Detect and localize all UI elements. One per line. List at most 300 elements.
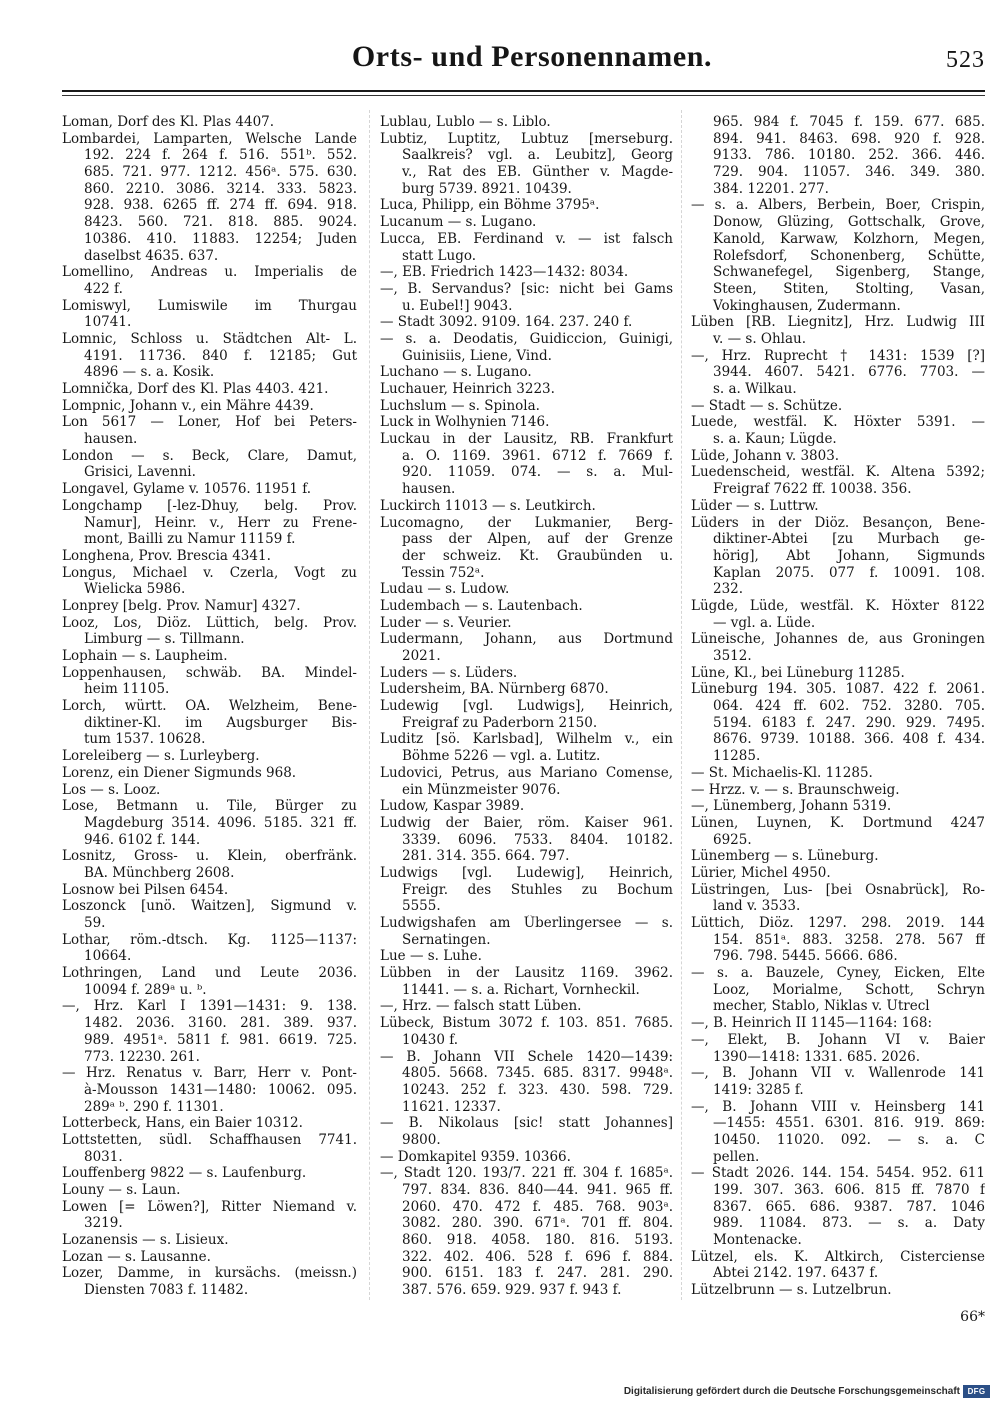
index-entry-line: Lublau, Lublo — s. Liblo. bbox=[380, 114, 551, 130]
index-entry bbox=[380, 948, 673, 965]
index-entry-line: Steen, Stiten, Stolting, Vasan, bbox=[713, 280, 985, 297]
index-entry bbox=[691, 314, 985, 347]
index-entry-line: Luckirch 11013 — s. Leutkirch. bbox=[380, 497, 596, 514]
index-entry bbox=[62, 665, 357, 698]
index-entry-line: London — s. Beck, Clare, Damut, bbox=[62, 447, 357, 464]
index-entry-line: 928. 938. 6265 ff. 274 ff. 694. 918. bbox=[84, 197, 357, 214]
index-entry-line: Looz, Morialme, Schott, Schryn bbox=[713, 981, 985, 998]
index-entry-line: Lottstetten, südl. Schaffhausen 7741. bbox=[62, 1131, 357, 1148]
index-entry-line: 1419: 3285 f. bbox=[713, 1081, 804, 1098]
index-entry bbox=[62, 398, 357, 415]
index-entry-line: 10430 f. bbox=[402, 1031, 459, 1048]
index-entry-line: Namur], Heinr. v., Herr zu Frene- bbox=[84, 514, 357, 531]
index-entry bbox=[62, 1115, 357, 1132]
index-entry bbox=[62, 932, 357, 965]
index-entry-line: —, B. Heinrich II 1145—1164: 168: bbox=[691, 1015, 933, 1032]
index-entry-line: Losnitz, Gross- u. Klein, oberfränk. bbox=[62, 848, 357, 865]
index-entry-line: Luedenscheid, westfäl. K. Altena 5392; bbox=[691, 464, 985, 481]
index-entry bbox=[62, 381, 357, 398]
index-entry bbox=[62, 448, 357, 481]
index-entry-line: BA. Münchberg 2608. bbox=[84, 864, 235, 881]
index-entry-line: 965. 984 f. 7045 f. 159. 677. 685. bbox=[713, 114, 985, 130]
index-entry bbox=[62, 748, 357, 765]
index-entry-line: 199. 307. 363. 606. 815 ff. 7870 f bbox=[713, 1182, 985, 1198]
index-entry bbox=[691, 798, 985, 815]
index-entry bbox=[691, 1065, 985, 1098]
index-entry bbox=[380, 1049, 673, 1116]
index-entry-line: Luders — s. Lüders. bbox=[380, 664, 518, 681]
index-entry-line: Luede, westfäl. K. Höxter 5391. — bbox=[691, 414, 985, 431]
index-entry-line: — Hrz. Renatus v. Barr, Herr v. Pont- bbox=[62, 1065, 357, 1082]
index-entry-line: hausen. bbox=[402, 481, 456, 498]
index-entry-line: —, Lünemberg, Johann 5319. bbox=[691, 798, 892, 815]
index-entry-line: Böhme 5226 — vgl. a. Lutitz. bbox=[402, 748, 601, 765]
dfg-logo: DFG bbox=[963, 1385, 990, 1398]
index-entry-line: 860. 918. 4058. 180. 816. 5193. bbox=[402, 1232, 673, 1249]
index-entry-line: Donow, Glüzing, Gottschalk, Grove, bbox=[713, 214, 985, 231]
index-entry-line: Lüneische, Johannes de, aus Groningen bbox=[691, 631, 985, 648]
index-entry-line: Luca, Philipp, ein Böhme 3795ᵃ. bbox=[380, 197, 600, 214]
index-entry bbox=[691, 681, 985, 764]
index-entry-line: s. a. Wilkau. bbox=[713, 381, 797, 397]
index-entry-line: 10450. 11020. 092. — s. a. C bbox=[713, 1131, 985, 1148]
index-entry-line: Lon 5617 — Loner, Hof bei Peters- bbox=[62, 414, 357, 431]
index-entry-line: 8676. 9739. 10188. 366. 408 f. 434. bbox=[713, 731, 985, 748]
index-entry-line: Lürier, Michel 4950. bbox=[691, 864, 831, 881]
index-entry-line: land v. 3533. bbox=[713, 898, 801, 915]
index-entry-line: —1455: 4551. 6301. 816. 919. 869: bbox=[713, 1115, 985, 1132]
index-column-left bbox=[62, 114, 357, 1299]
index-entry bbox=[62, 1232, 357, 1249]
index-entry bbox=[380, 698, 673, 731]
index-entry-line: 387. 576. 659. 929. 937 f. 943 f. bbox=[402, 1282, 622, 1299]
index-entry-line: Louffenberg 9822 — s. Laufenburg. bbox=[62, 1165, 307, 1182]
index-entry-line: s. a. Kaun; Lügde. bbox=[713, 431, 837, 448]
index-entry bbox=[380, 598, 673, 615]
index-entry-line: 4191. 11736. 840 f. 12185; Gut bbox=[84, 347, 357, 364]
index-entry bbox=[380, 381, 673, 398]
index-entry bbox=[691, 1165, 985, 1248]
index-entry-line: Lompnic, Johann v., ein Mähre 4439. bbox=[62, 397, 314, 414]
index-entry bbox=[380, 681, 673, 698]
index-entry-line: — vgl. a. Lüde. bbox=[713, 614, 816, 631]
index-entry-line: 8367. 665. 686. 9387. 787. 1046 bbox=[713, 1198, 985, 1215]
index-entry-line: Lomiswyl, Lumiswile im Thurgau bbox=[62, 297, 357, 314]
index-entry bbox=[380, 1015, 673, 1048]
index-entry bbox=[62, 1182, 357, 1199]
index-entry-line: Lüben [RB. Liegnitz], Hrz. Ludwig III bbox=[691, 314, 985, 331]
index-entry-line: Ludermann, Johann, aus Dortmund bbox=[380, 631, 673, 648]
index-entry bbox=[62, 898, 357, 931]
index-entry-line: —, Hrz. Karl I 1391—1431: 9. 138. bbox=[62, 998, 357, 1015]
index-entry-line: Freigr. des Stuhles zu Bochum bbox=[402, 881, 673, 898]
index-entry-line: Lucomagno, der Lukmanier, Berg- bbox=[380, 514, 673, 531]
index-entry-line: 3944. 4607. 5421. 6776. 7703. — bbox=[713, 364, 985, 381]
index-entry-line: Rolefsdorf, Schonenberg, Schütte, bbox=[713, 247, 985, 264]
index-entry-line: 10094 f. 289ᵃ u. ᵇ. bbox=[84, 981, 207, 998]
index-entry-line: Ludow, Kaspar 3989. bbox=[380, 798, 525, 815]
index-entry-line: 1482. 2036. 3160. 281. 389. 937. bbox=[84, 1015, 357, 1032]
index-entry-line: tum 1537. 10628. bbox=[84, 731, 206, 748]
index-entry bbox=[691, 815, 985, 848]
column-separator bbox=[681, 110, 682, 1300]
index-entry-line: Ludersheim, BA. Nürnberg 6870. bbox=[380, 681, 609, 698]
index-entry bbox=[691, 848, 985, 865]
index-entry-line: Lothringen, Land und Leute 2036. bbox=[62, 965, 357, 982]
index-entry-line: 946. 6102 f. 144. bbox=[84, 831, 201, 848]
index-entry-line: 9800. bbox=[402, 1131, 441, 1148]
index-entry bbox=[62, 698, 357, 748]
index-entry bbox=[62, 648, 357, 665]
index-entry-line: Lüder — s. Luttrw. bbox=[691, 497, 819, 514]
index-column-middle bbox=[380, 114, 673, 1299]
index-entry bbox=[380, 815, 673, 865]
index-entry bbox=[691, 1015, 985, 1032]
index-entry-line: 384. 12201. 277. bbox=[713, 180, 829, 197]
index-entry-line: u. Eubel!] 9043. bbox=[402, 297, 513, 314]
index-entry bbox=[62, 615, 357, 648]
index-entry-line: 322. 402. 406. 528 f. 696 f. 884. bbox=[402, 1248, 673, 1265]
index-entry-line: hausen. bbox=[84, 431, 138, 448]
index-entry bbox=[380, 581, 673, 598]
index-entry-line: — B. Nikolaus [sic! statt Johannes] bbox=[380, 1115, 673, 1132]
index-entry bbox=[691, 865, 985, 882]
index-entry-line: Los — s. Looz. bbox=[62, 781, 161, 798]
header-double-rule bbox=[62, 90, 985, 96]
index-entry bbox=[62, 1249, 357, 1266]
index-entry-line: 773. 12230. 261. bbox=[84, 1048, 200, 1065]
index-entry bbox=[380, 114, 673, 131]
index-entry-line: Losnow bei Pilsen 6454. bbox=[62, 881, 229, 898]
index-entry-line: Limburg — s. Tillmann. bbox=[84, 631, 245, 648]
index-entry bbox=[691, 515, 985, 598]
index-entry-line: 3339. 6096. 7533. 8404. 10182. bbox=[402, 831, 673, 848]
index-entry-line: 59. bbox=[84, 915, 106, 931]
index-entry-line: 920. 11059. 074. — s. a. Mul- bbox=[402, 464, 673, 481]
index-entry-line: 3219. bbox=[84, 1215, 123, 1232]
index-entry-line: ein Münzmeister 9076. bbox=[402, 781, 561, 798]
index-entry-line: Lowen [= Löwen?], Ritter Niemand v. bbox=[62, 1198, 357, 1215]
index-entry-line: 3512. bbox=[713, 648, 752, 664]
index-entry-line: 5555. bbox=[402, 898, 441, 915]
index-entry-line: Lozan — s. Lausanne. bbox=[62, 1248, 211, 1265]
index-entry-line: Vokinghausen, Zudermann. bbox=[713, 297, 901, 314]
index-entry bbox=[62, 782, 357, 799]
index-entry-line: —, Hrz. — falsch statt Lüben. bbox=[380, 998, 582, 1015]
index-entry-line: Montenacke. bbox=[713, 1232, 802, 1249]
index-entry bbox=[62, 131, 357, 265]
index-entry-line: 8423. 560. 721. 818. 885. 9024. bbox=[84, 214, 357, 231]
index-entry-line: 10386. 410. 11883. 12254; Juden bbox=[84, 230, 357, 247]
index-entry-line: Freigraf 7622 ff. 10038. 356. bbox=[713, 481, 912, 498]
index-entry-line: heim 11105. bbox=[84, 681, 170, 698]
index-entry bbox=[380, 515, 673, 582]
index-entry bbox=[691, 1032, 985, 1065]
index-entry-line: Looz, Los, Diöz. Lüttich, belg. Prov. bbox=[62, 614, 357, 631]
index-entry-line: — Stadt — s. Schütze. bbox=[691, 397, 843, 414]
index-entry bbox=[62, 598, 357, 615]
index-entry-line: Ludau — s. Ludow. bbox=[380, 581, 510, 598]
index-entry-line: Diensten 7083 f. 11482. bbox=[84, 1282, 249, 1299]
index-entry-line: Saalkreis? vgl. a. Leubitz], Georg bbox=[402, 147, 673, 164]
index-entry-line: Lubtiz, Luptitz, Lubtuz [merseburg. bbox=[380, 130, 673, 147]
index-entry bbox=[380, 798, 673, 815]
index-entry-line: Lomnička, Dorf des Kl. Plas 4403. 421. bbox=[62, 381, 329, 397]
index-entry-line: Longus, Michael v. Czerla, Vogt zu bbox=[62, 564, 357, 581]
index-entry-line: 5194. 6183 f. 247. 290. 929. 7495. bbox=[713, 714, 985, 731]
index-entry bbox=[380, 1165, 673, 1299]
page-number: 523 bbox=[946, 47, 985, 73]
index-entry bbox=[62, 481, 357, 498]
index-entry-line: Guinisiis, Liene, Vind. bbox=[402, 347, 552, 364]
index-entry-line: Loszonck [unö. Waitzen], Sigmund v. bbox=[62, 898, 357, 915]
index-entry-line: Longavel, Gylame v. 10576. 11951 f. bbox=[62, 481, 312, 498]
index-entry-line: 4896 — s. a. Kosik. bbox=[84, 364, 215, 381]
index-entry bbox=[62, 765, 357, 782]
index-entry-line: —, EB. Friedrich 1423—1432: 8034. bbox=[380, 264, 629, 281]
index-entry bbox=[691, 498, 985, 515]
index-entry-line: Luck in Wolhynien 7146. bbox=[380, 414, 550, 431]
index-entry-line: Loppenhausen, schwäb. BA. Mindel- bbox=[62, 664, 357, 681]
index-entry-line: 11285. bbox=[713, 748, 761, 765]
digitization-credit: Digitalisierung gefördert durch die Deutsche Forschungsgemeinschaft bbox=[623, 1386, 960, 1397]
sheet-signature: 66* bbox=[960, 1309, 985, 1325]
index-entry-line: Luchauer, Heinrich 3223. bbox=[380, 381, 555, 397]
index-entry-line: Lombardei, Lamparten, Welsche Lande bbox=[62, 130, 357, 147]
index-entry-line: Freigraf zu Paderborn 2150. bbox=[402, 714, 598, 731]
index-entry-line: 3082. 280. 390. 671ᵃ. 701 ff. 804. bbox=[402, 1215, 673, 1232]
index-entry-line: Luchano — s. Lugano. bbox=[380, 364, 532, 381]
index-entry-line: — Stadt 3092. 9109. 164. 237. 240 f. bbox=[380, 314, 633, 331]
index-entry bbox=[62, 1132, 357, 1165]
index-entry-line: Kaplan 2075. 077 f. 10091. 108. bbox=[713, 564, 985, 581]
index-entry-line: Ludewig [vgl. Ludwigs], Heinrich, bbox=[380, 698, 673, 715]
index-entry bbox=[691, 882, 985, 915]
index-entry-line: 10664. bbox=[84, 948, 132, 965]
index-entry-line: 281. 314. 355. 664. 797. bbox=[402, 848, 570, 865]
index-entry-line: Magdeburg 3514. 4096. 5185. 321 ff. bbox=[84, 814, 357, 831]
index-entry-line: 289ᵃ ᵇ. 290 f. 11301. bbox=[84, 1098, 224, 1115]
index-entry-line: —, B. Johann VII v. Wallenrode 141 bbox=[691, 1065, 985, 1082]
index-entry-line: diktiner-Kl. im Augsburger Bis- bbox=[84, 714, 357, 731]
index-entry-line: 11621. 12337. bbox=[402, 1098, 501, 1115]
index-entry-line: Ludwigshafen am Überlingersee — s. bbox=[380, 915, 673, 931]
index-entry-line: — Hrzz. v. — s. Braunschweig. bbox=[691, 781, 900, 798]
index-entry-line: Kanold, Karwaw, Kolzhorn, Megen, bbox=[713, 230, 985, 247]
index-entry-line: Lose, Betmann u. Tile, Bürger zu bbox=[62, 798, 357, 815]
index-entry bbox=[380, 197, 673, 214]
index-entry-line: 989. 11084. 873. — s. a. Daty bbox=[713, 1215, 985, 1232]
index-entry-line: 2060. 470. 472 f. 485. 768. 903ᵃ. bbox=[402, 1198, 673, 1215]
index-entry bbox=[691, 965, 985, 1015]
index-entry-line: Lucca, EB. Ferdinand v. — ist falsch bbox=[380, 230, 673, 247]
index-entry-line: pellen. bbox=[713, 1148, 760, 1165]
index-entry-line: Lucanum — s. Lugano. bbox=[380, 214, 537, 231]
index-entry bbox=[691, 782, 985, 799]
index-entry bbox=[62, 998, 357, 1065]
index-entry-line: Wielicka 5986. bbox=[84, 581, 186, 598]
index-entry-line: 685. 721. 977. 1212. 456ᵃ. 575. 630. bbox=[84, 164, 357, 181]
index-entry-line: 10243. 252 f. 323. 430. 598. 729. bbox=[402, 1081, 673, 1098]
index-entry-line: — Stadt 2026. 144. 154. 5454. 952. 611 bbox=[691, 1165, 985, 1182]
index-entry-line: 989. 4951ᵃ. 5811 f. 981. 6619. 725. bbox=[84, 1031, 357, 1048]
index-entry-line: Lomnic, Schloss u. Städtchen Alt- L. bbox=[62, 330, 357, 347]
index-entry-line: Lorenz, ein Diener Sigmunds 968. bbox=[62, 764, 297, 781]
index-entry bbox=[691, 631, 985, 664]
index-entry-line: Lue — s. Luhe. bbox=[380, 948, 482, 965]
index-entry bbox=[380, 865, 673, 915]
index-entry-line: 10741. bbox=[84, 314, 132, 331]
index-entry-line: Ludovici, Petrus, aus Mariano Comense, bbox=[380, 764, 673, 781]
index-entry-line: Lorch, württ. OA. Welzheim, Bene- bbox=[62, 698, 357, 715]
index-entry-line: Ludembach — s. Lautenbach. bbox=[380, 597, 583, 614]
index-entry-line: 2021. bbox=[402, 648, 441, 664]
index-entry-line: Lonprey [belg. Prov. Namur] 4327. bbox=[62, 597, 301, 614]
index-entry-line: Grisici, Lavenni. bbox=[84, 464, 196, 481]
index-entry bbox=[62, 965, 357, 998]
index-entry-line: Lübben in der Lausitz 1169. 3962. bbox=[380, 965, 673, 982]
index-entry bbox=[380, 1149, 673, 1166]
index-entry bbox=[62, 798, 357, 848]
index-entry-line: — s. a. Albers, Berbein, Boer, Crispin, bbox=[691, 197, 985, 214]
index-entry-line: mecher, Stablo, Niklas v. Utrecl bbox=[713, 998, 930, 1015]
index-entry-line: 11441. — s. a. Richart, Vornheckil. bbox=[402, 981, 640, 998]
index-entry bbox=[691, 915, 985, 965]
index-entry-line: Schwanefegel, Sigenberg, Stange, bbox=[713, 264, 985, 281]
index-entry-line: Luchslum — s. Spinola. bbox=[380, 397, 540, 414]
index-entry-line: 1390—1418: 1331. 685. 2026. bbox=[713, 1048, 920, 1065]
index-entry-line: —, B. Johann VIII v. Heinsberg 141 bbox=[691, 1098, 985, 1115]
index-entry bbox=[380, 998, 673, 1015]
index-entry bbox=[691, 1249, 985, 1282]
index-entry-line: Sernatingen. bbox=[402, 931, 491, 948]
index-entry-line: Lothar, röm.-dtsch. Kg. 1125—1137: bbox=[62, 931, 357, 948]
index-entry-line: 4805. 5668. 7345. 685. 8317. 9948ᵃ. bbox=[402, 1065, 673, 1082]
page-title: Orts- und Personennamen. bbox=[351, 40, 713, 73]
index-entry-line: à-Mousson 1431—1480: 10062. 095. bbox=[84, 1081, 357, 1098]
index-entry-line: — s. a. Bauzele, Cyney, Eicken, Elte bbox=[691, 965, 985, 982]
index-entry-line: Lomellino, Andreas u. Imperialis de bbox=[62, 264, 357, 281]
index-entry-line: 422 f. bbox=[84, 280, 123, 297]
index-column-right bbox=[691, 114, 985, 1299]
index-entry-line: Lotterbeck, Hans, ein Baier 10312. bbox=[62, 1115, 303, 1132]
index-entry-line: 064. 424 ff. 602. 752. 3280. 705. bbox=[713, 698, 985, 715]
index-entry-line: Lünen, Luynen, K. Dortmund 4247 bbox=[691, 814, 985, 831]
index-entry bbox=[380, 264, 673, 281]
index-entry-line: Ludwig der Baier, röm. Kaiser 961. bbox=[380, 814, 673, 831]
index-entry-line: — B. Johann VII Schele 1420—1439: bbox=[380, 1048, 673, 1065]
index-entry-line: —, B. Servandus? [sic: nicht bei Gams bbox=[380, 280, 673, 297]
index-entry bbox=[62, 298, 357, 331]
index-entry-line: Loreleiberg — s. Lurleyberg. bbox=[62, 748, 260, 765]
index-entry bbox=[62, 114, 357, 131]
index-entry bbox=[380, 364, 673, 381]
index-entry bbox=[380, 314, 673, 331]
index-entry-line: 9133. 786. 10180. 252. 366. 446. bbox=[713, 147, 985, 164]
index-entry bbox=[62, 1165, 357, 1182]
index-entry-line: —, Stadt 120. 193/7. 221 ff. 304 f. 1685ᵃ. bbox=[380, 1165, 673, 1182]
index-entry bbox=[62, 1065, 357, 1115]
index-entry-line: Tessin 752ᵃ. bbox=[402, 564, 485, 581]
index-entry bbox=[380, 281, 673, 314]
index-entry-line: Luditz [sö. Karlsbad], Wilhelm v., ein bbox=[380, 731, 673, 748]
index-entry bbox=[691, 1282, 985, 1299]
index-entry-line: 860. 2210. 3086. 3214. 333. 5823. bbox=[84, 180, 357, 197]
index-entry-line: Lützelbrunn — s. Lutzelbrun. bbox=[691, 1282, 892, 1299]
index-entry bbox=[62, 848, 357, 881]
index-entry-line: Longhena, Prov. Brescia 4341. bbox=[62, 547, 271, 564]
index-entry bbox=[62, 331, 357, 381]
index-entry-line: Lophain — s. Laupheim. bbox=[62, 648, 228, 664]
index-entry bbox=[380, 615, 673, 632]
index-entry-line: Lüde, Johann v. 3803. bbox=[691, 447, 840, 464]
index-entry-line: Lüders in der Diöz. Besançon, Bene- bbox=[691, 514, 985, 531]
index-entry bbox=[691, 665, 985, 682]
index-entry bbox=[380, 965, 673, 998]
index-entry-line: Louny — s. Laun. bbox=[62, 1182, 181, 1198]
index-entry bbox=[380, 498, 673, 515]
index-entry-line: daselbst 4635. 637. bbox=[84, 247, 219, 264]
index-entry bbox=[62, 548, 357, 565]
index-entry-line: burg 5739. 8921. 10439. bbox=[402, 180, 572, 197]
index-entry bbox=[62, 264, 357, 297]
index-entry bbox=[691, 348, 985, 398]
index-entry bbox=[691, 448, 985, 465]
index-entry-line: hörig], Abt Johann, Sigmunds bbox=[713, 547, 985, 564]
index-entry-line: — s. a. Deodatis, Guidiccion, Guinigi, bbox=[380, 330, 673, 347]
index-entry-line: pass der Alpen, auf der Grenze bbox=[402, 531, 673, 548]
index-entry-line: diktiner-Abtei [zu Murbach ge- bbox=[713, 531, 985, 548]
index-entry bbox=[380, 231, 673, 264]
index-entry bbox=[380, 131, 673, 198]
index-entry-line: a. O. 1169. 3961. 6712 f. 7669 f. bbox=[402, 447, 673, 464]
index-entry-line: 6925. bbox=[713, 831, 752, 848]
index-entry-line: Lüstringen, Lus- [bei Osnabrück], Ro- bbox=[691, 881, 985, 898]
index-entry-line: 192. 224 f. 264 f. 516. 551ᵇ. 552. bbox=[84, 147, 357, 164]
index-entry bbox=[380, 331, 673, 364]
index-entry-line: —, Elekt, B. Johann VI v. Baier bbox=[691, 1031, 985, 1048]
index-entry-line: Luckau in der Lausitz, RB. Frankfurt bbox=[380, 431, 673, 448]
index-entry bbox=[380, 414, 673, 431]
index-entry-line: Lützel, els. K. Altkirch, Cisterciense bbox=[691, 1248, 985, 1265]
index-entry bbox=[62, 882, 357, 899]
index-entry bbox=[691, 464, 985, 497]
index-entry-line: Lüne, Kl., bei Lüneburg 11285. bbox=[691, 664, 905, 681]
index-entry-line: 154. 851ᵃ. 883. 3258. 278. 567 ff bbox=[713, 931, 985, 948]
index-entry-line: mont, Bailli zu Namur 11159 f. bbox=[84, 531, 296, 548]
index-entry-line: v. — s. Ohlau. bbox=[713, 330, 807, 347]
index-entry-line: Longchamp [-lez-Dhuy, belg. Prov. bbox=[62, 497, 357, 514]
index-entry-line: der schweiz. Kt. Graubünden u. bbox=[402, 547, 673, 564]
index-entry-line: 796. 798. 5445. 5666. 686. bbox=[713, 948, 898, 965]
index-entry-line: Lüneburg 194. 305. 1087. 422 f. 2061. bbox=[691, 681, 985, 698]
index-entry bbox=[380, 631, 673, 664]
index-entry-line: 232. bbox=[713, 581, 744, 598]
index-entry bbox=[691, 1099, 985, 1166]
index-entry-line: 8031. bbox=[84, 1148, 123, 1165]
index-entry-line: 894. 941. 8463. 698. 920 f. 928. bbox=[713, 130, 985, 147]
column-separator bbox=[369, 110, 370, 1300]
index-entry bbox=[62, 565, 357, 598]
index-entry bbox=[62, 498, 357, 548]
index-entry bbox=[380, 214, 673, 231]
index-entry-line: Luder — s. Veurier. bbox=[380, 614, 512, 631]
index-entry-line: Lübeck, Bistum 3072 f. 103. 851. 7685. bbox=[380, 1015, 673, 1032]
index-entry bbox=[691, 398, 985, 415]
index-entry-line: Lozer, Damme, in kursächs. (meissn.) bbox=[62, 1265, 357, 1282]
index-entry bbox=[62, 1265, 357, 1298]
index-entry bbox=[380, 765, 673, 798]
